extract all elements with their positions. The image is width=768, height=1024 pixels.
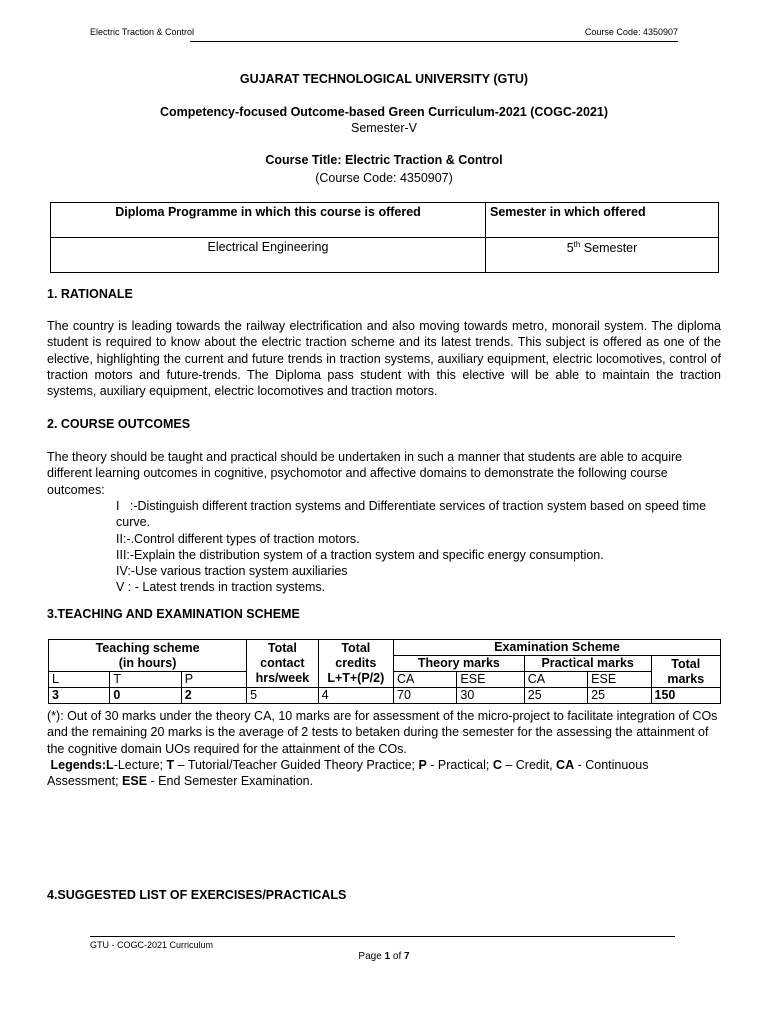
programme-table — [50, 202, 719, 273]
footer-curriculum: GTU - COGC-2021 Curriculum — [90, 940, 214, 950]
page-current: 1 — [384, 951, 391, 962]
semester-value — [486, 238, 719, 273]
legend-c-key: C — [492, 758, 502, 772]
programme-value: Electrical Engineering — [51, 238, 486, 273]
outcomes-heading: 2. COURSE OUTCOMES — [47, 417, 191, 431]
legend-t-key: T — [166, 758, 175, 772]
exam-scheme-header: Examination Scheme — [394, 640, 721, 656]
outcome-item: III:-Explain the distribution system of a traction system and specific energy consumption. — [116, 547, 604, 562]
legend-c-value: – Credit, — [501, 758, 557, 772]
value-credits: 4 — [318, 688, 393, 704]
semester-header: Semester in which offered — [486, 203, 719, 238]
total-marks-header — [651, 656, 720, 688]
legend-l-key: L — [106, 758, 114, 772]
outcome-item: I :-Distinguish different traction systems and Differentiate services of traction system based on speed time curve. — [116, 499, 710, 530]
col-t: T — [110, 672, 181, 688]
legends — [47, 757, 721, 790]
credits-label-3: L+T+(P/2) — [327, 671, 385, 685]
teaching-scheme-label: Teaching scheme — [95, 640, 200, 655]
value-theory-ese: 30 — [457, 688, 524, 704]
col-l: L — [49, 672, 110, 688]
value-t: 0 — [110, 688, 181, 704]
legends-label: Legends: — [50, 758, 107, 772]
credits-label-1: Total — [341, 641, 371, 655]
outcomes-list — [116, 498, 716, 596]
footer-rule — [90, 936, 675, 937]
page-total: 7 — [404, 951, 410, 962]
contact-label-1: Total — [267, 641, 297, 655]
value-p: 2 — [181, 688, 246, 704]
outcome-item: IV:-Use various traction system auxiliaries — [116, 564, 348, 579]
rationale-heading: 1. RATIONALE — [47, 287, 133, 301]
header-rule — [190, 41, 678, 42]
outcome-item: V : - Latest trends in traction systems. — [116, 580, 326, 595]
credits-header — [318, 640, 393, 688]
page-number — [0, 951, 768, 962]
value-l: 3 — [49, 688, 110, 704]
col-practical-ca: CA — [524, 672, 587, 688]
outcomes-intro: The theory should be taught and practical should be undertaken in such a manner that students are able to acquire different learning outcomes in cognitive, psychomotor and affective domains to demonstrate the following course outcomes: — [47, 450, 683, 497]
total-label-1: Total — [671, 656, 701, 671]
running-header — [90, 27, 678, 37]
teaching-scheme-unit: (in hours) — [118, 655, 177, 670]
theory-marks-header: Theory marks — [394, 656, 525, 672]
col-p: P — [181, 672, 246, 688]
legend-p-value: - Practical; — [426, 758, 493, 772]
col-theory-ca: CA — [394, 672, 457, 688]
legend-ca-value: - Continuous Assessment; — [47, 758, 649, 789]
col-practical-ese: ESE — [588, 672, 651, 688]
rationale-text: The country is leading towards the railway electrification and also moving towards metro, monorail system. The diploma student is required to know about the electric traction scheme and its latest trends. This subject is offered as one of the elective, highlighting the current and future trends in traction systems, auxiliary equipment, electric locomotives, control of traction motors and future-trends. The Diploma pass student with this elective will be able to maintain the traction systems, auxiliary equipment, electric locomotives and traction motors. — [47, 319, 721, 399]
header-course-code: Course Code: 4350907 — [584, 27, 678, 37]
legend-ese-key: ESE — [122, 774, 148, 789]
contact-hours-header — [247, 640, 318, 688]
semester-word: Semester — [580, 241, 638, 256]
contact-label-3: hrs/week — [255, 671, 310, 685]
programme-header: Diploma Programme in which this course is offered — [51, 203, 486, 238]
semester-label: Semester-V — [351, 121, 417, 135]
curriculum-title: Competency-focused Outcome-based Green Curriculum-2021 (COGC-2021) — [159, 105, 609, 119]
value-total: 150 — [651, 688, 720, 704]
scheme-note: (*): Out of 30 marks under the theory CA, 10 marks are for assessment of the micro-project to facilitate integration of COs and the remaining 20 marks is the average of 2 tests to betaken during the semester for the assessing the attainment of the cognitive domain UOs required for the attainment of the COs. — [47, 709, 718, 756]
scheme-heading: 3.TEACHING AND EXAMINATION SCHEME — [47, 607, 300, 621]
teaching-scheme-header — [49, 640, 247, 672]
semester-suffix: th — [573, 240, 581, 249]
header-course-name: Electric Traction & Control — [90, 27, 195, 37]
value-practical-ca: 25 — [524, 688, 587, 704]
col-theory-ese: ESE — [457, 672, 524, 688]
university-title: GUJARAT TECHNOLOGICAL UNIVERSITY (GTU) — [239, 72, 529, 86]
course-code: (Course Code: 4350907) — [315, 171, 453, 185]
value-theory-ca: 70 — [394, 688, 457, 704]
practical-marks-header: Practical marks — [524, 656, 651, 672]
legend-ese-value: - End Semester Examination. — [147, 774, 314, 789]
value-practical-ese: 25 — [588, 688, 651, 704]
page-word: Page — [358, 951, 385, 962]
value-contact: 5 — [247, 688, 318, 704]
scheme-table — [48, 639, 721, 704]
legend-ca-key: CA — [556, 758, 575, 772]
legend-t-value: – Tutorial/Teacher Guided Theory Practice; — [174, 758, 419, 772]
contact-label-2: contact — [260, 656, 305, 670]
legend-l-value: -Lecture; — [113, 758, 167, 772]
legend-p-key: P — [418, 758, 427, 772]
semester-number: 5 — [566, 241, 574, 256]
practicals-heading: 4.SUGGESTED LIST OF EXERCISES/PRACTICALS — [47, 888, 347, 902]
total-label-2: marks — [667, 671, 705, 686]
credits-label-2: credits — [335, 656, 377, 670]
course-title: Course Title: Electric Traction & Control — [265, 153, 503, 167]
outcome-item: II:-.Control different types of traction motors. — [116, 531, 360, 546]
page-of-word: of — [390, 951, 405, 962]
